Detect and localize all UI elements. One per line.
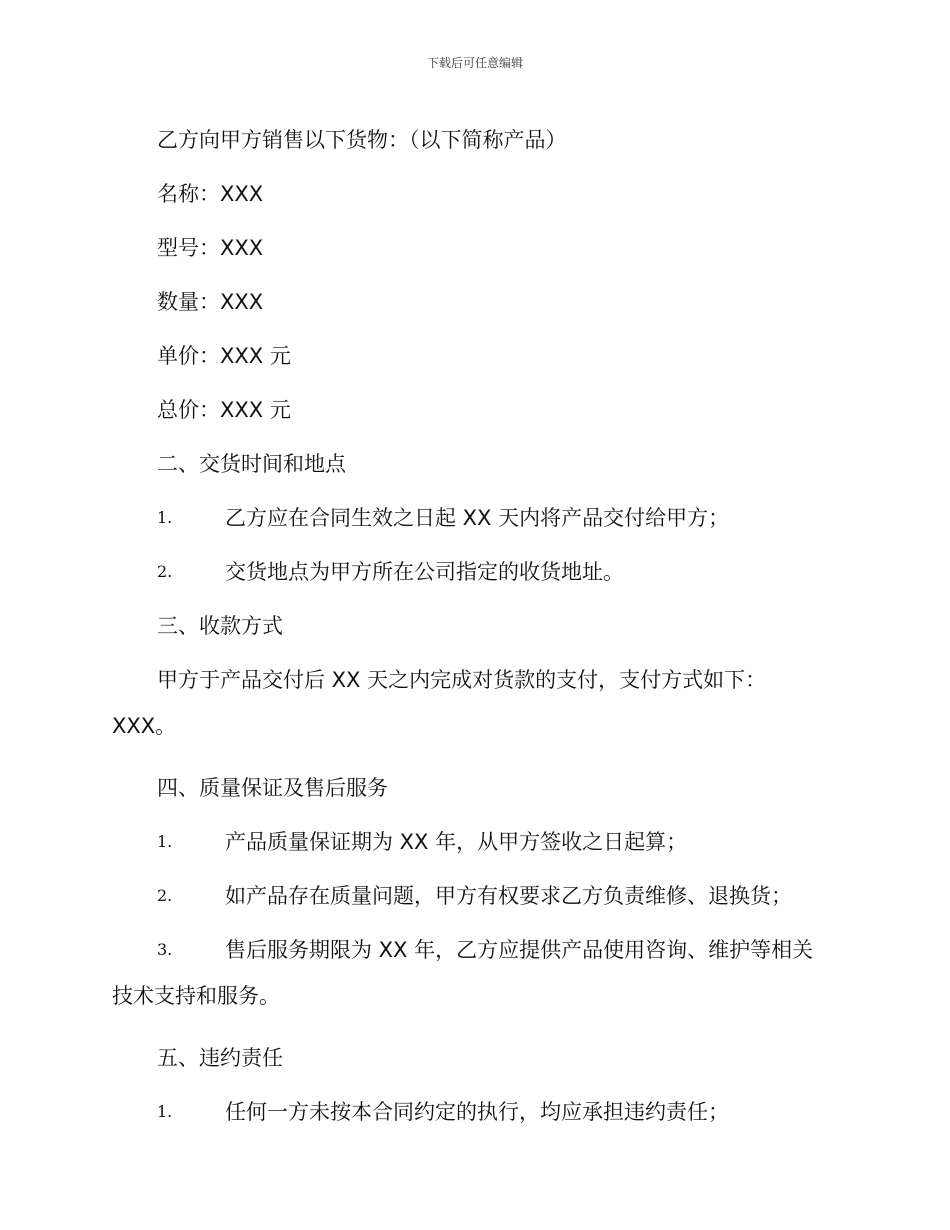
list-text: 交货地点为甲方所在公司指定的收货地址。 (225, 560, 624, 584)
paragraph-line: 甲方于产品交付后 XX 天之内完成对货款的支付，支付方式如下： (157, 668, 767, 692)
product-name: 名称：XXX (157, 182, 264, 206)
list-text: 任何一方未按本合同约定的执行，均应承担违约责任； (225, 1100, 729, 1124)
list-number: 1. (157, 508, 173, 527)
paragraph-line: XXX。 (112, 714, 177, 738)
list-item (0, 491, 950, 545)
page-header: 下载后可任意编辑 (426, 56, 523, 70)
list-item (0, 869, 950, 923)
list-item (0, 815, 950, 869)
list-text: 产品质量保证期为 XX 年，从甲方签收之日起算； (225, 830, 688, 854)
list-text: 乙方应在合同生效之日起 XX 天内将产品交付给甲方； (225, 506, 730, 530)
list-text-continued: 技术支持和服务。 (112, 984, 280, 1008)
list-item (0, 1085, 950, 1139)
payment-paragraph (0, 653, 950, 745)
list-number: 1. (157, 1102, 173, 1121)
document-body (0, 113, 950, 1139)
list-item (0, 923, 950, 1015)
section-heading: 二、交货时间和地点 (157, 452, 346, 476)
section-heading: 五、违约责任 (157, 1046, 283, 1070)
list-text: 售后服务期限为 XX 年，乙方应提供产品使用咨询、维护等相关 (225, 938, 814, 962)
section-heading: 四、质量保证及售后服务 (157, 776, 388, 800)
list-number: 2. (157, 886, 173, 905)
list-item (0, 545, 950, 599)
list-number: 2. (157, 562, 173, 581)
list-text: 如产品存在质量问题，甲方有权要求乙方负责维修、退换货； (225, 884, 792, 908)
intro-paragraph: 乙方向甲方销售以下货物：（以下简称产品） (157, 128, 567, 152)
product-model: 型号：XXX (157, 236, 264, 260)
product-unit-price: 单价：XXX 元 (157, 344, 291, 368)
section-heading: 三、收款方式 (157, 614, 283, 638)
list-number: 1. (157, 832, 173, 851)
product-total-price: 总价：XXX 元 (157, 398, 291, 422)
product-quantity: 数量：XXX (157, 290, 264, 314)
list-number: 3. (157, 940, 173, 959)
